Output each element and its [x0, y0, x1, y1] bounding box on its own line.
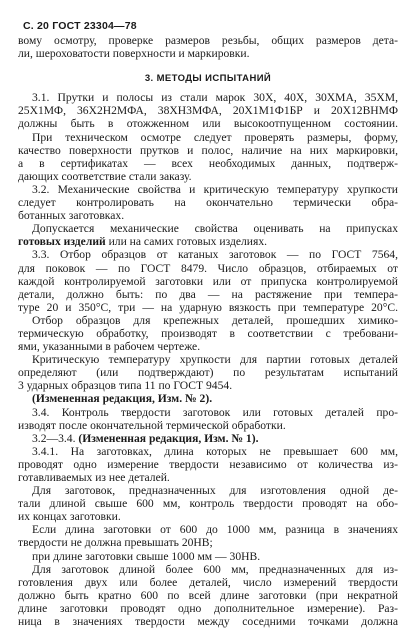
text-line: Для заготовок длиной более 600 мм, предназначенных для из- — [32, 562, 398, 576]
text-line: 3.2—3.4. (Измененная редакция, Изм. № 1). — [32, 431, 259, 445]
text-line: их концах заготовки. — [18, 510, 121, 524]
text-line: 3.3. Отбор образцов от катаных заготовок — по ГОСТ 7564, — [32, 248, 398, 262]
text-line: вому осмотру, проверке размеров резьбы, общих размеров дета- — [18, 34, 398, 47]
text-line: проводят одно измерение твердости независимо от количества из- — [18, 457, 398, 471]
section-title: 3. МЕТОДЫ ИСПЫТАНИЙ — [144, 73, 272, 85]
text-line: Критическую температуру хрупкости для партии готовых деталей — [32, 353, 398, 367]
text-line: качество поверхности прутков и полос, наличие на них маркировки, — [18, 143, 398, 157]
text-line: ница в значениях твердости между соседними точками должна — [18, 615, 398, 629]
text-line: твердости не должна превышать 20НВ; — [18, 536, 213, 550]
text-line: 3.4.1. На заготовках, длина которых не превышает 600 мм, — [32, 444, 398, 458]
text-line: 3 ударных образцов типа 11 по ГОСТ 9454. — [18, 379, 233, 393]
text-line: следует контролировать на окончательно термически обра- — [18, 196, 398, 210]
text-line: термическую обработку, производят в соответствии с требовани- — [18, 326, 398, 340]
text-line: изводят после окончательной термической обработки. — [18, 418, 286, 432]
text-line: готавливаемых из нее деталей. — [18, 471, 170, 484]
text-line: тали длиной свыше 600 мм, контроль твердости проводят на обо- — [18, 497, 398, 511]
text-line: 25Х1МФ, 36Х2Н2МФА, 38ХН3МФА, 20Х1М1Ф1БР и 20Х12ВНМФ — [18, 104, 398, 118]
text-line: туре 20 и 350°С, три — на ударную вязкость при температуре 20°С. — [18, 300, 398, 314]
text-line: дающих соответствие стали заказу. — [18, 169, 192, 183]
text-line: должны быть в отожженном или высокоотпущенном состоянии. — [18, 117, 398, 131]
text-line: детали, должно быть: по два — на растяжение при темпера- — [18, 287, 398, 301]
text-line: Допускается механические свойства оценивать на припусках — [32, 222, 398, 236]
document-body — [18, 34, 398, 628]
text-line: Для заготовок, предназначенных для изготовления одной де- — [32, 484, 398, 498]
text-line: для поковок — по ГОСТ 8479. Число образцов, отбираемых от — [18, 261, 398, 275]
text-line: длине заготовки проводят одно дополнительное измерение). Раз- — [18, 601, 398, 615]
text-line: 3.1. Прутки и полосы из стали марок 30Х, 40Х, 30ХМА, 35ХМ, — [32, 91, 398, 105]
text-line: (Измененная редакция, Изм. № 2). — [32, 392, 213, 406]
text-line: ли, шероховатости поверхности и маркировки. — [18, 47, 250, 61]
page-header: С. 20 ГОСТ 23304—78 — [23, 20, 137, 32]
text-line: ями, указанными в рабочем чертеже. — [18, 340, 201, 354]
text-line: должно быть кратно 600 по всей длине заготовки (при некратной — [18, 588, 398, 602]
text-line: ботанных заготовках. — [18, 209, 125, 223]
text-line: готовления двух или более деталей, число измерений твердости — [18, 575, 398, 589]
text-line: 3.2. Механические свойства и критическую температуру хрупкости — [32, 182, 398, 196]
text-line: а в сертификатах — всех необходимых данных, подтверж- — [18, 156, 398, 170]
text-line: 3.4. Контроль твердости заготовок или готовых деталей про- — [32, 405, 398, 419]
text-line: Если длина заготовки от 600 до 1000 мм, разница в значениях — [32, 523, 398, 537]
text-line: Отбор образцов для крепежных деталей, прошедших химико- — [32, 313, 398, 327]
spacer — [18, 60, 398, 72]
text-line: готовых изделий или на самих готовых изделиях. — [18, 235, 268, 249]
text-line: При техническом осмотре следует проверять размеры, форму, — [32, 130, 398, 144]
text-line: определяют (или подтверждают) по результатам испытаний — [18, 366, 398, 380]
text-line: при длине заготовки свыше 1000 мм — 30НВ. — [32, 549, 261, 563]
text-line: каждой контролируемой заготовки или от припуска контролируемой — [18, 274, 398, 288]
